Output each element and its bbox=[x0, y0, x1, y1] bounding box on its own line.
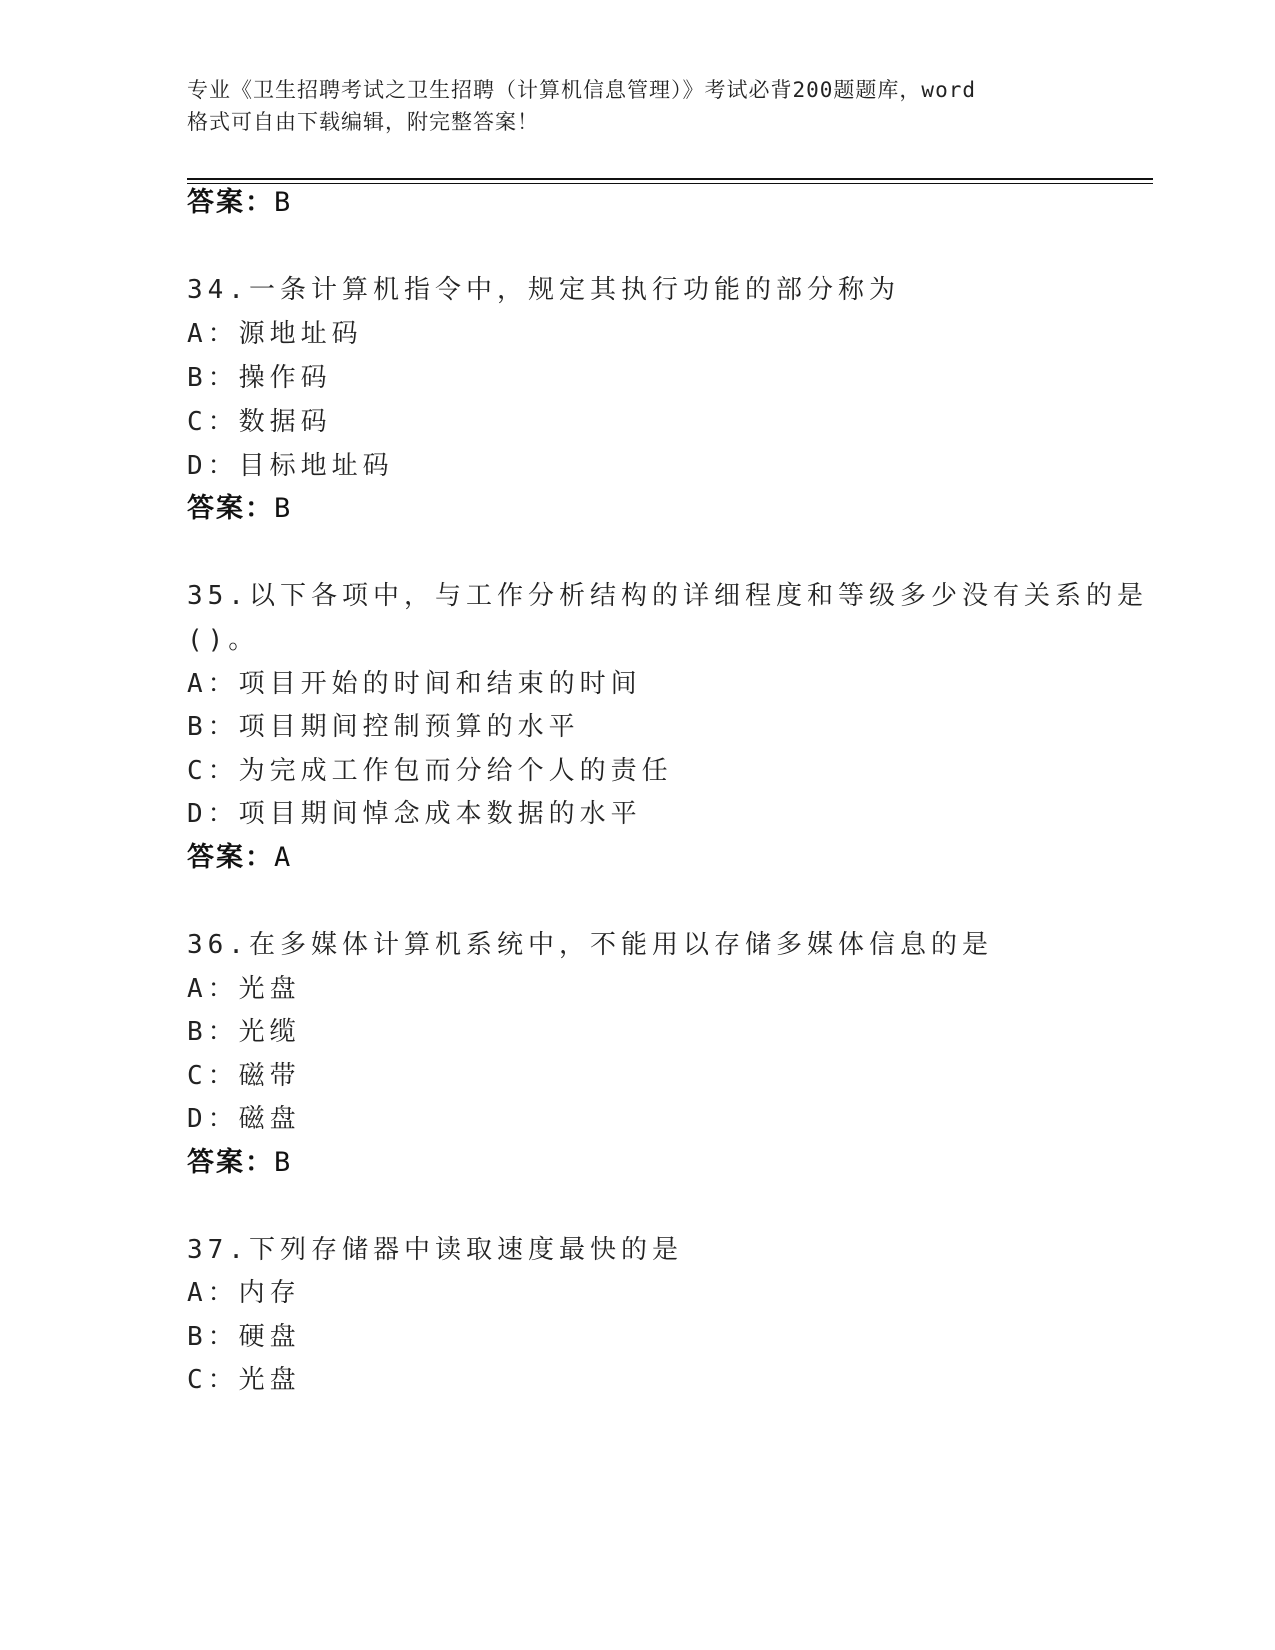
question-34-option-c: C：数据码 bbox=[187, 407, 332, 437]
question-34-stem: 34.一条计算机指令中，规定其执行功能的部分称为 bbox=[187, 275, 900, 305]
question-35-option-c: C：为完成工作包而分给个人的责任 bbox=[187, 756, 673, 786]
question-36-answer bbox=[187, 1146, 292, 1180]
answer-label: 答案： bbox=[187, 187, 274, 218]
question-37-option-b: B：硬盘 bbox=[187, 1322, 301, 1352]
question-35-stem-cont: ()。 bbox=[187, 625, 260, 655]
question-36-stem: 36.在多媒体计算机系统中，不能用以存储多媒体信息的是 bbox=[187, 930, 993, 960]
answer-label: 答案： bbox=[187, 493, 274, 524]
answer-value: A bbox=[274, 842, 293, 873]
question-37-option-a: A：内存 bbox=[187, 1278, 301, 1308]
answer-label: 答案： bbox=[187, 1147, 274, 1178]
header-divider-thin bbox=[187, 183, 1153, 184]
answer-value: B bbox=[274, 187, 293, 218]
answer-value: B bbox=[274, 1147, 293, 1178]
question-34-option-d: D：目标地址码 bbox=[187, 451, 394, 481]
question-37-option-c: C：光盘 bbox=[187, 1365, 301, 1395]
question-34-option-a: A：源地址码 bbox=[187, 319, 363, 349]
question-36-option-a: A：光盘 bbox=[187, 974, 301, 1004]
question-35-stem: 35.以下各项中，与工作分析结构的详细程度和等级多少没有关系的是 bbox=[187, 581, 1148, 611]
question-37-stem: 37.下列存储器中读取速度最快的是 bbox=[187, 1235, 683, 1265]
question-36-option-b: B：光缆 bbox=[187, 1017, 301, 1047]
header-line-1: 专业《卫生招聘考试之卫生招聘（计算机信息管理）》考试必背200题题库，word bbox=[187, 78, 976, 102]
answer-label: 答案： bbox=[187, 842, 274, 873]
question-36-option-d: D：磁盘 bbox=[187, 1104, 301, 1134]
header-line-2: 格式可自由下载编辑，附完整答案！ bbox=[187, 110, 539, 134]
answer-prev bbox=[187, 186, 292, 220]
question-36-option-c: C：磁带 bbox=[187, 1061, 301, 1091]
question-35-answer bbox=[187, 841, 292, 875]
question-34-answer bbox=[187, 492, 292, 526]
answer-value: B bbox=[274, 493, 293, 524]
question-35-option-a: A：项目开始的时间和结束的时间 bbox=[187, 669, 642, 699]
question-34-option-b: B：操作码 bbox=[187, 363, 332, 393]
question-35-option-b: B：项目期间控制预算的水平 bbox=[187, 712, 580, 742]
header-divider-thick bbox=[187, 178, 1153, 180]
question-35-option-d: D：项目期间悼念成本数据的水平 bbox=[187, 799, 642, 829]
document-header bbox=[187, 74, 1087, 138]
